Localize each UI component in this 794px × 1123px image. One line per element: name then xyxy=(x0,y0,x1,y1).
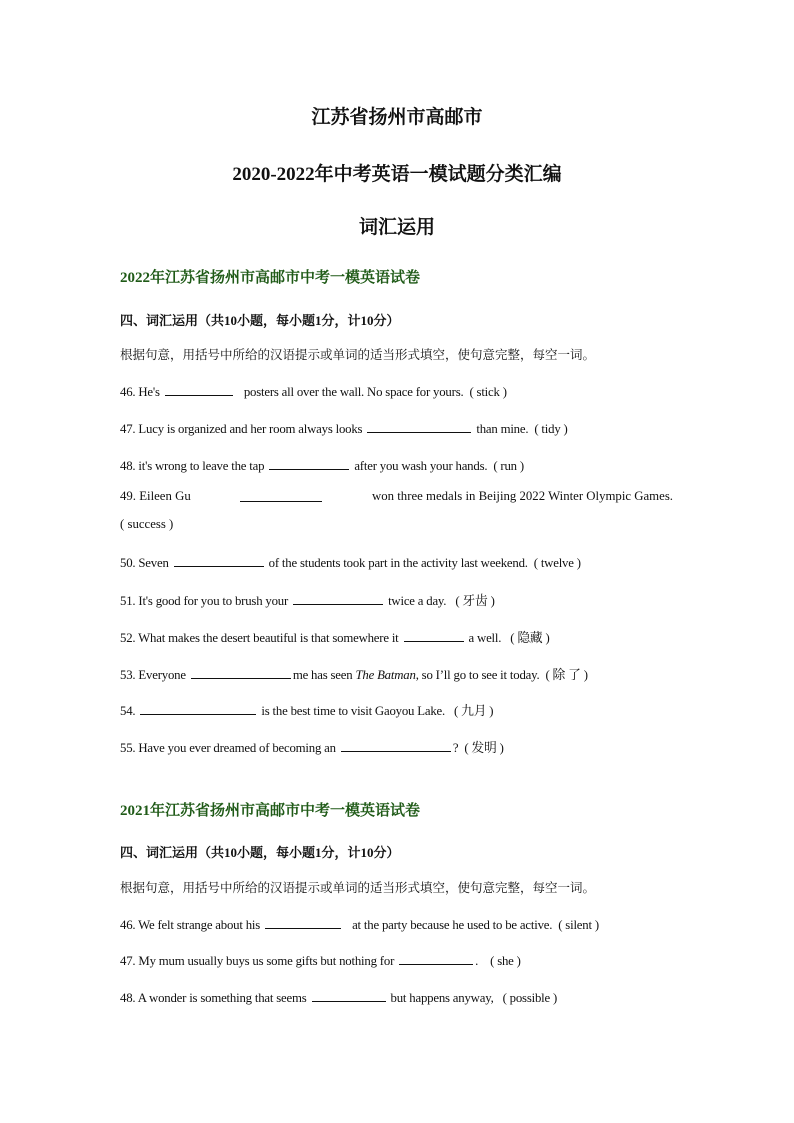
question-hint: ( 除 了 ) xyxy=(545,668,588,682)
question-text: 51. It's good for you to brush your xyxy=(120,594,289,608)
answer-blank[interactable] xyxy=(312,989,386,1002)
title-main: 2020-2022年中考英语一模试题分类汇编 xyxy=(232,164,562,185)
instruction-2022: 根据句意，用括号中所给的汉语提示或单词的适当形式填空，使句意完整，每空一词。 xyxy=(120,348,596,362)
question-hint: ( tidy ) xyxy=(534,422,568,436)
question-text: a well. xyxy=(468,631,502,645)
question-text: twice a day. xyxy=(388,594,447,608)
question-text: 48. it's wrong to leave the tap xyxy=(120,459,265,473)
question-text: 47. My mum usually buys us some gifts but nothing for xyxy=(120,954,395,968)
question-hint: ( she ) xyxy=(490,954,521,968)
question-hint: ( 牙齿 ) xyxy=(455,594,495,608)
question-text: , so I’ll go to see it today. xyxy=(415,668,540,682)
part-heading-2021: 四、词汇运用（共10小题，每小题1分，计10分） xyxy=(120,845,400,860)
question-hint: ( silent ) xyxy=(558,918,599,932)
question-50-2022 xyxy=(120,554,581,571)
title-topic: 词汇运用 xyxy=(358,217,435,238)
question-text: 46. We felt strange about his xyxy=(120,918,261,932)
question-text: 52. What makes the desert beautiful is that somewhere it xyxy=(120,631,399,645)
question-text: 54. xyxy=(120,704,136,718)
answer-blank[interactable] xyxy=(399,952,473,965)
section-heading-2021: 2021年江苏省扬州市高邮市中考一模英语试卷 xyxy=(120,803,421,819)
question-hint: ( run ) xyxy=(493,459,524,473)
answer-blank[interactable] xyxy=(140,702,256,715)
question-52-2022 xyxy=(120,627,550,646)
question-text: 50. Seven xyxy=(120,556,169,570)
question-46-2021 xyxy=(120,916,599,933)
question-text: 46. He's xyxy=(120,385,160,399)
answer-blank[interactable] xyxy=(191,666,291,679)
question-text: 53. Everyone xyxy=(120,668,186,682)
movie-title: The Batman xyxy=(355,668,416,682)
question-text: of the students took part in the activity last weekend. xyxy=(268,556,528,570)
section-heading-2022: 2022年江苏省扬州市高邮市中考一模英语试卷 xyxy=(120,270,421,286)
answer-blank[interactable] xyxy=(265,916,341,929)
question-46-2022 xyxy=(120,383,507,400)
question-hint: ( possible ) xyxy=(502,991,558,1005)
question-text: won three medals in Beijing 2022 Winter Olympic Games. xyxy=(372,489,673,503)
question-text: ? xyxy=(452,741,459,755)
question-text: 55. Have you ever dreamed of becoming an xyxy=(120,741,336,755)
question-hint: ( success ) xyxy=(120,517,174,531)
question-48-2022 xyxy=(120,457,524,474)
question-54-2022 xyxy=(120,700,493,719)
question-47-2022 xyxy=(120,420,568,437)
question-text: after you wash your hands. xyxy=(354,459,488,473)
question-hint: ( 九月 ) xyxy=(454,704,494,718)
question-47-2021 xyxy=(120,952,521,969)
question-text: 49. Eileen Gu xyxy=(120,489,191,503)
question-text: me has seen xyxy=(292,668,353,682)
question-hint: ( 隐藏 ) xyxy=(510,631,550,645)
question-hint: ( 发明 ) xyxy=(464,741,504,755)
answer-blank[interactable] xyxy=(293,592,383,605)
answer-blank[interactable] xyxy=(341,739,451,752)
question-hint: ( twelve ) xyxy=(533,556,581,570)
title-region: 江苏省扬州市高邮市 xyxy=(311,107,483,128)
answer-blank[interactable] xyxy=(240,489,322,502)
instruction-2021: 根据句意，用括号中所给的汉语提示或单词的适当形式填空，使句意完整，每空一词。 xyxy=(120,881,596,895)
answer-blank[interactable] xyxy=(367,420,471,433)
part-heading-2022: 四、词汇运用（共10小题，每小题1分，计10分） xyxy=(120,313,400,328)
question-51-2022 xyxy=(120,590,495,609)
question-text: 47. Lucy is organized and her room always looks xyxy=(120,422,363,436)
question-49-2022 xyxy=(120,489,673,504)
question-49-hint-line xyxy=(120,517,173,532)
question-text: . xyxy=(475,954,479,968)
answer-blank[interactable] xyxy=(174,554,264,567)
answer-blank[interactable] xyxy=(269,457,349,470)
question-55-2022 xyxy=(120,737,504,756)
question-53-2022 xyxy=(120,664,588,683)
question-hint: ( stick ) xyxy=(469,385,507,399)
question-text: than mine. xyxy=(476,422,529,436)
question-48-2021 xyxy=(120,989,557,1006)
question-text: at the party because he used to be active. xyxy=(352,918,553,932)
question-text: 48. A wonder is something that seems xyxy=(120,991,307,1005)
question-text: but happens anyway, xyxy=(390,991,494,1005)
answer-blank[interactable] xyxy=(165,383,233,396)
question-text: is the best time to visit Gaoyou Lake. xyxy=(261,704,446,718)
answer-blank[interactable] xyxy=(404,629,464,642)
question-text: posters all over the wall. No space for yours. xyxy=(243,385,464,399)
